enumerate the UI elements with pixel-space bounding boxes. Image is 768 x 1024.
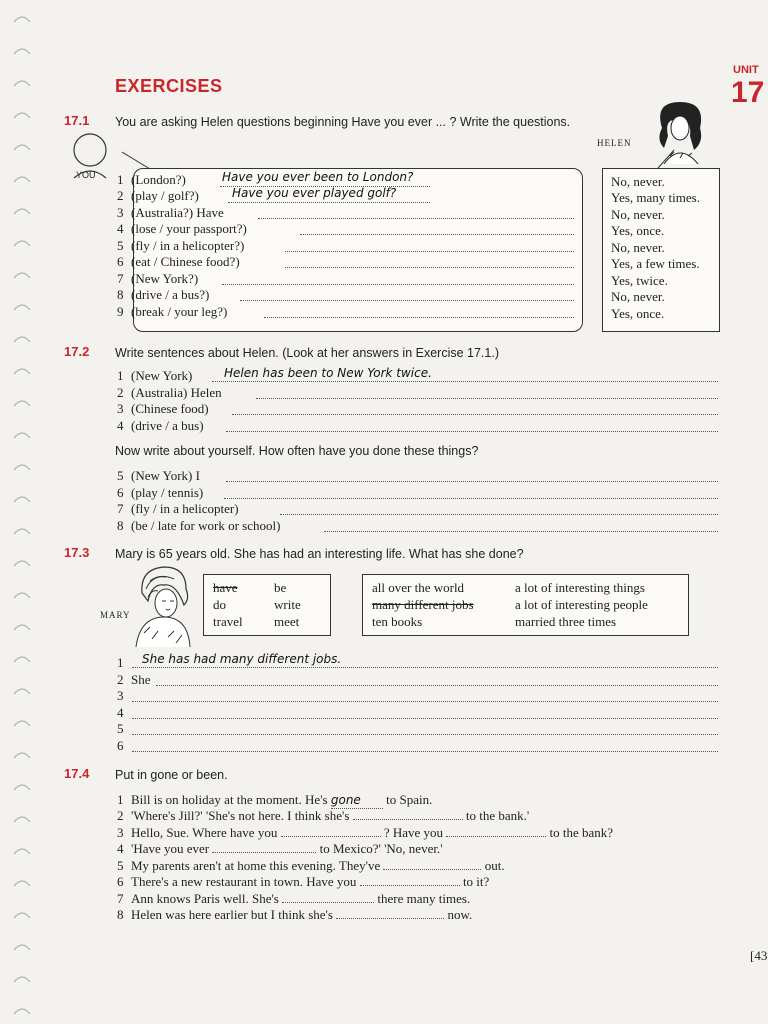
answer-input[interactable] — [324, 531, 718, 532]
gap-sentence: 5 My parents aren't at home this evening. They've out. — [117, 858, 505, 873]
you-label: YOU — [76, 170, 96, 180]
helen-answer: Yes, once. — [611, 223, 665, 238]
you-speech-figure — [66, 132, 114, 190]
answer-input[interactable] — [280, 514, 718, 515]
question-answer: Have you ever played golf? — [232, 186, 397, 200]
mary-line: 1 — [117, 655, 124, 670]
mary-line: 2 She — [117, 672, 151, 687]
gap-sentence: 6 There's a new restaurant in town. Have you to it? — [117, 874, 490, 889]
sentence-line: 4 (drive / a bus) — [117, 418, 204, 433]
answer-input[interactable] — [132, 751, 718, 752]
sentence-line: 8 (be / late for work or school) — [117, 518, 281, 533]
answer-input[interactable] — [132, 734, 718, 735]
sentence-line: 3 (Chinese food) — [117, 401, 209, 416]
question-line: 6 (eat / Chinese food?) — [117, 254, 240, 269]
gap-sentence: 4 'Have you ever to Mexico?' 'No, never.' — [117, 841, 443, 856]
question-line: 4 (lose / your passport?) — [117, 221, 247, 236]
exercise-17-1-instruction: You are asking Helen questions beginning Have you ever ... ? Write the questions. — [115, 115, 571, 129]
exercise-17-3-instruction: Mary is 65 years old. She has had an interesting life. What has she done? — [115, 547, 524, 561]
answer-line — [132, 667, 718, 668]
gap-input[interactable] — [360, 885, 460, 886]
gap-input[interactable] — [281, 836, 381, 837]
exercises-title: EXERCISES — [115, 76, 223, 96]
question-line: 5 (fly / in a helicopter?) — [117, 238, 245, 253]
gap-sentence: 2 'Where's Jill?' 'She's not here. I think she's to the bank.' — [117, 808, 530, 823]
binder-rings — [6, 0, 36, 1024]
gap-sentence: 7 Ann knows Paris well. She's there many times. — [117, 891, 471, 906]
question-line: 9 (break / your leg?) — [117, 304, 228, 319]
verb-word: have — [213, 580, 238, 595]
gap-input[interactable] — [282, 902, 374, 903]
verb-word: meet — [274, 614, 300, 629]
answer-input[interactable] — [258, 218, 574, 219]
answer-input[interactable] — [226, 481, 718, 482]
answer-line — [228, 202, 430, 203]
exercise-17-2-instruction-2: Now write about yourself. How often have you done these things? — [115, 444, 479, 458]
speech-tail — [120, 150, 180, 174]
phrase-word: ten books — [372, 614, 423, 629]
helen-answer: No, never. — [611, 240, 665, 255]
question-line: 3 (Australia?) Have — [117, 205, 224, 220]
verb-word: write — [274, 597, 301, 612]
exercise-number-17-2: 17.2 — [64, 344, 90, 359]
answer-input[interactable] — [240, 300, 574, 301]
page-number: [43 — [750, 948, 768, 963]
helen-speech-tail — [650, 148, 680, 170]
sentence-answer: Helen has been to New York twice. — [224, 366, 432, 380]
sentence-line: 7 (fly / in a helicopter) — [117, 501, 239, 516]
helen-answer: No, never. — [611, 289, 665, 304]
gap-input[interactable] — [353, 819, 463, 820]
question-line: 8 (drive / a bus?) — [117, 287, 210, 302]
exercise-number-17-4: 17.4 — [64, 766, 90, 781]
verb-word: be — [274, 580, 287, 595]
sentence-line: 2 (Australia) Helen — [117, 385, 222, 400]
verb-word: do — [213, 597, 226, 612]
gap-sentence: 8 Helen was here earlier but I think she's now. — [117, 907, 473, 922]
unit-label: UNIT — [733, 64, 759, 76]
mary-answer: She has had many different jobs. — [142, 652, 342, 666]
helen-answer: Yes, twice. — [611, 273, 668, 288]
sentence-line: 5 (New York) I — [117, 468, 200, 483]
exercise-number-17-1: 17.1 — [64, 113, 90, 128]
gap-input[interactable] — [446, 836, 546, 837]
question-line: 7 (New York?) — [117, 271, 199, 286]
phrase-word: married three times — [515, 614, 617, 629]
helen-answer: Yes, many times. — [611, 190, 700, 205]
gap-input[interactable] — [336, 918, 444, 919]
gap-input[interactable] — [212, 852, 316, 853]
gap-input[interactable] — [383, 869, 481, 870]
answer-input[interactable] — [264, 317, 574, 318]
answer-input[interactable] — [224, 498, 718, 499]
gap-sentence: 3 Hello, Sue. Where have you ? Have you to the bank? — [117, 825, 614, 840]
question-line: 2 (play / golf?) — [117, 188, 199, 203]
answer-input[interactable] — [132, 701, 718, 702]
phrase-word: all over the world — [372, 580, 465, 595]
phrase-word: a lot of interesting people — [515, 597, 648, 612]
unit-number: 17 — [731, 76, 765, 109]
mary-label: MARY — [100, 610, 131, 620]
question-line: 1 (London?) — [117, 172, 186, 187]
answer-input[interactable] — [226, 431, 718, 432]
helen-answer: No, never. — [611, 174, 665, 189]
answer-input[interactable] — [132, 718, 718, 719]
answer-line — [212, 381, 718, 382]
gap-answer: gone — [331, 792, 383, 809]
answer-input[interactable] — [300, 234, 574, 235]
phrase-word: a lot of interesting things — [515, 580, 645, 595]
answer-input[interactable] — [285, 267, 574, 268]
phrase-word: many different jobs — [372, 597, 474, 612]
helen-answer: Yes, a few times. — [611, 256, 700, 271]
sentence-line: 6 (play / tennis) — [117, 485, 204, 500]
answer-input[interactable] — [285, 251, 574, 252]
mary-line: 6 — [117, 738, 124, 753]
gap-sentence: 1 Bill is on holiday at the moment. He's gone to Spain. — [117, 792, 433, 807]
answer-input[interactable] — [222, 284, 574, 285]
exercise-17-4-instruction: Put in gone or been. — [115, 768, 228, 782]
answer-input[interactable] — [232, 414, 718, 415]
mary-illustration — [128, 563, 194, 647]
helen-answer: Yes, once. — [611, 306, 665, 321]
answer-input[interactable] — [256, 398, 718, 399]
question-answer: Have you ever been to London? — [222, 170, 414, 184]
verb-word: travel — [213, 614, 243, 629]
helen-answer: No, never. — [611, 207, 665, 222]
mary-line: 5 — [117, 721, 124, 736]
sentence-line: 1 (New York) — [117, 368, 193, 383]
mary-line: 4 — [117, 705, 124, 720]
answer-input[interactable] — [156, 685, 718, 686]
mary-line: 3 — [117, 688, 124, 703]
exercise-17-2-instruction: Write sentences about Helen. (Look at her answers in Exercise 17.1.) — [115, 346, 499, 360]
exercise-number-17-3: 17.3 — [64, 545, 90, 560]
helen-label: HELEN — [597, 138, 632, 148]
